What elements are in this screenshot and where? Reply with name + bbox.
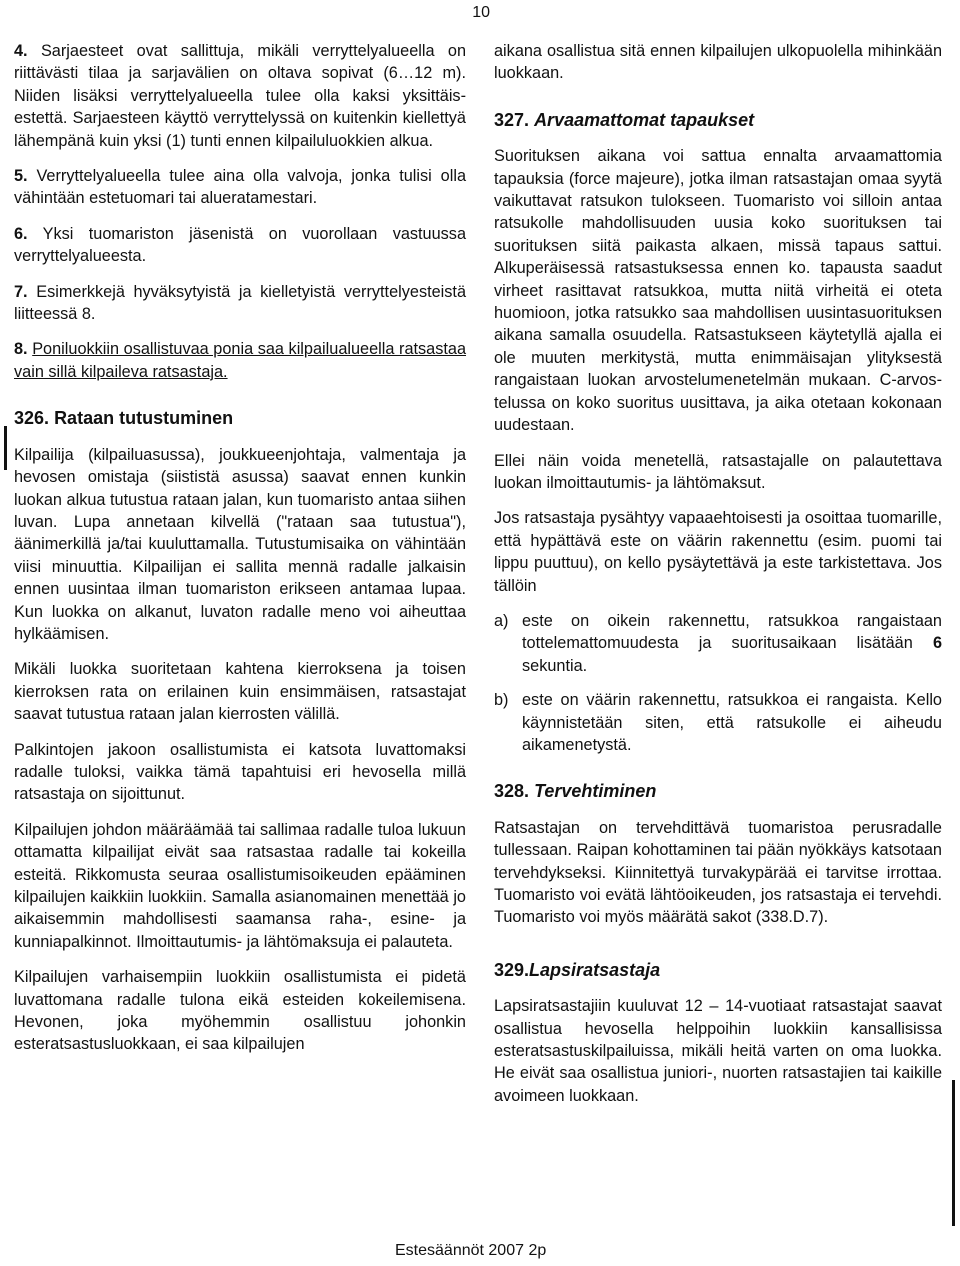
- paragraph: Kilpailujen varhaisempiin luokkiin osallistumista ei pidetä luvattomana radalle tulona eikä esteiden kokeilemisena. Hevonen, joka myöhemmin osallistuu johonkin esteratsastusluokkaan, ei saa kilpailujen: [14, 968, 466, 1054]
- section-number: 327.: [494, 109, 530, 130]
- list-text: este on väärin rakennettu, ratsukkoa ei rangaista. Kello käynnistetään siten, että ratsukolle ei aiheudu aikamenetystä.: [522, 691, 942, 754]
- section-heading-327: [494, 109, 942, 131]
- paragraph: Kilpailujen johdon määräämää tai sallimaa radalle tuloa lukuun ottamatta kilpailijat eivät saa ratsastaa radalle tai kokeilla esteitä. Rikkomusta seuraa osallistumisoikeuden epääminen kilpailujen kaikkiin luokkiin. Samalla asianomainen menettää jo aikaisemmin mahdollisesti saamansa raha-, esine- ja kunniapalkinnot. Ilmoittautumis- ja lähtömaksuja ei palauteta.: [14, 820, 466, 951]
- item-text: Esimerkkejä hyväksytyistä ja kielletyistä verryttelyesteistä liitteessä 8.: [14, 282, 466, 324]
- item-number: 8.: [14, 340, 28, 359]
- list-item: [14, 165, 466, 210]
- paragraph: Mikäli luokka suoritetaan kahtena kierroksena ja toisen kierroksen rata on erilainen kuin ensimmäisen, ratsastajat saavat tutustua rataan jalan kierrosten välillä.: [14, 660, 466, 724]
- item-text: Sarjaesteet ovat sallittuja, mikäli verryttelyalueella on riittävästi tilaa ja sarjavälien on oltava sopivat (6…12 m). Niiden lisäksi verryttelyalueella tulee olla kaksi yksittäis-estettä. Sarjaesteen käyttö verryttelyssä on kuitenkin kiellettyä lähempänä kuin yksi (1) tunti ennen kilpailuluokkien alkua.: [14, 42, 466, 150]
- change-bar: [4, 426, 7, 470]
- section-title: Tervehtiminen: [534, 781, 657, 802]
- section-title: Rataan tutustuminen: [54, 408, 234, 429]
- item-number: 4.: [14, 42, 28, 60]
- change-bar: [952, 1080, 955, 1226]
- list-marker: a): [494, 611, 509, 630]
- list-item: [14, 338, 466, 383]
- item-number: 6.: [14, 224, 28, 243]
- lettered-list: [494, 610, 942, 756]
- paragraph: Jos ratsastaja pysähtyy vapaaehtoisesti ja osoittaa tuomarille, että hypättävä este on väärin rakennettu (esim. puomi tai lippu puuttuu), on kello pysäytettävä ja este tarkistettava. Jos tällöin: [494, 509, 942, 595]
- list-item: [494, 610, 942, 677]
- section-title: Lapsiratsastaja: [529, 959, 661, 980]
- list-item: [14, 40, 466, 152]
- paragraph: Lapsiratsastajiin kuuluvat 12 – 14-vuotiaat ratsastajat saavat osallistua hevosella helppoihin luokkiin kansallisissa esteratsastuskilpailuissa, mikäli heitä varten on oma luokka. He eivät saa osallistua juniori-, nuorten ratsastajien tai kaikille avoimeen luokkaan.: [494, 997, 942, 1105]
- right-column: [494, 40, 942, 1120]
- item-text: Verryttelyalueella tulee aina olla valvoja, jonka tulisi olla vähintään estetuomari tai alueratamestari.: [14, 167, 466, 208]
- item-text-underlined: Poniluokkiin osallistuvaa ponia saa kilpailualueella ratsastaa vain sillä kilpaileva ratsastaja.: [14, 340, 467, 381]
- item-number: 5.: [14, 167, 28, 186]
- item-text: Yksi tuomariston jäsenistä on vuorollaan vastuussa verryttelyalueesta.: [14, 224, 466, 266]
- list-marker: b): [494, 691, 509, 710]
- section-heading-329: [494, 959, 942, 981]
- page-number: 10: [472, 4, 490, 21]
- left-column: [14, 40, 466, 1069]
- section-heading-326: [14, 407, 466, 429]
- item-number: 7.: [14, 282, 28, 301]
- section-number: 326.: [14, 408, 50, 429]
- paragraph: Ellei näin voida menetellä, ratsastajalle on palautettava luokan ilmoittautumis- ja lähtömaksut.: [494, 451, 942, 492]
- paragraph: Ratsastajan on tervehdittävä tuomaristoa perusradalle tullessaan. Raipan kohottaminen tai pään nyökkäys katsotaan tervehdykseksi. Kiinnitettyä turvakypärää ei tarvitse irrottaa. Tuomaristo voi evätä lähtöoikeuden, jos ratsastaja ei tervehdi. Tuomaristo voi myös määrätä sakot (338.D.7).: [494, 818, 942, 927]
- paragraph: Palkintojen jakoon osallistumista ei katsota luvattomaksi radalle tuloksi, vaikka tämä tapahtuisi eri hevosella millä ratsastaja on sijoittunut.: [14, 740, 466, 804]
- list-text: este on oikein rakennettu, ratsukkoa rangaistaan tottelemattomuudesta ja suoritusaikaan lisätään 6 sekuntia.: [522, 611, 942, 675]
- section-number: 328.: [494, 781, 530, 802]
- list-item: [14, 223, 466, 268]
- list-item: [494, 689, 942, 756]
- footer: Estesäännöt 2007 2p: [395, 1242, 547, 1259]
- paragraph: Suorituksen aikana voi sattua ennalta arvaamattomia tapauksia (force majeure), jotka ilman ratsastajan omaa syytä vaikuttavat ratsukon tulokseen. Tuomaristo voi silloin antaa ratsukolle mahdollisuuden uusia koko suorituksen tai suorituksen siitä paikasta alkaen, missä tapaus sattui. Alkuperäisessä ratsastuksessa ennen ko. tapausta saadut virheet rasittavat ratsukkoa, mutta niitä virheitä ei oteta huomioon, jotka ratsukko saa mahdollisen uusintasuorituksen aikana samalla osuudella. Ratsastukseen käytetyllä ajalla ei ole muuten merkitystä, mutta enimmäisajan ylityksestä rangaistaan luokan arvostelumenetelmän mukaan. C-arvostelussa on koko suoritus uusittava, ja aika otetaan kokonaan uudestaan.: [494, 147, 942, 435]
- paragraph: aikana osallistua sitä ennen kilpailujen ulkopuolella mihinkään luokkaan.: [494, 42, 942, 83]
- section-title: Arvaamattomat tapaukset: [534, 109, 755, 130]
- section-heading-328: [494, 780, 942, 802]
- paragraph: Kilpailija (kilpailuasussa), joukkueenjohtaja, valmentaja ja hevosen omistaja (siististä asussa) saavat ennen kunkin luokan alkua tutustua rataan jalan, kun tuomaristo antaa siihen luvan. Lupa annetaan kilvellä ("rataan saa tutustua"), äänimerkillä ja/tai kuuluttamalla. Tutustumisaika on vähintään viisi minuuttia. Kilpailijan ei sallita mennä radalle jalkaisin ennen uusintaa ilman tuomariston erikseen antamaa lupaa. Kun luokka on alkanut, luvaton radalle meno voi aiheuttaa hylkäämisen.: [14, 445, 466, 643]
- list-item: [14, 281, 466, 326]
- section-number: 329.: [494, 959, 530, 980]
